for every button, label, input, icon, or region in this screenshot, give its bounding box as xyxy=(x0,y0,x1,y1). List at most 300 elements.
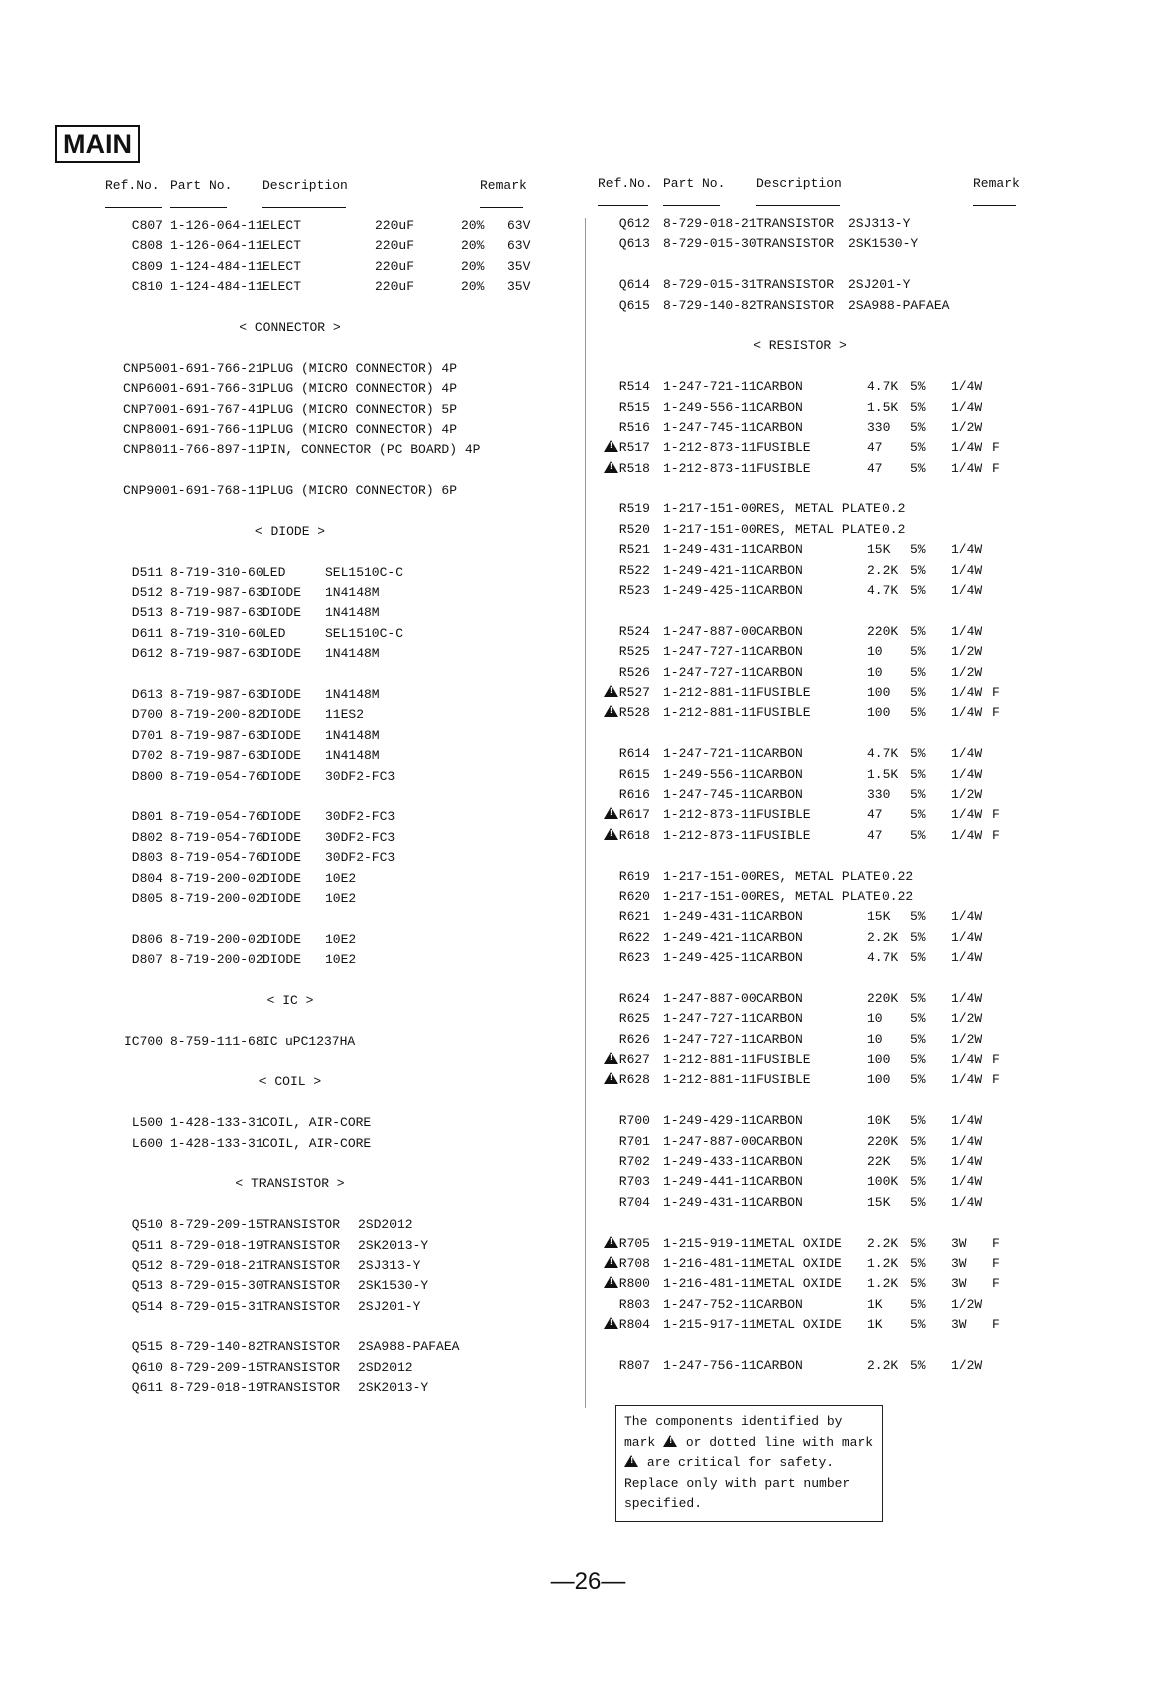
ref-no: R615 xyxy=(618,766,650,782)
tolerance: 5% xyxy=(910,1174,926,1190)
part-no: 8-729-018-19 xyxy=(170,1237,264,1253)
tolerance: 5% xyxy=(910,623,926,639)
description: TRANSISTOR xyxy=(262,1278,341,1294)
table-row xyxy=(0,1174,1176,1194)
description: DIODE xyxy=(262,850,302,866)
rating: 1/2W xyxy=(951,419,983,435)
part-no: 1-247-887-00 xyxy=(663,1133,757,1149)
value: 15K xyxy=(867,909,891,925)
value: 2.2K xyxy=(867,929,899,945)
ref-no: R702 xyxy=(618,1153,650,1169)
part-no: 1-212-873-11 xyxy=(663,440,757,456)
rating: 1/4W xyxy=(951,684,983,700)
value: 11ES2 xyxy=(325,707,365,723)
description: DIODE xyxy=(262,605,302,621)
ref-no: Q515 xyxy=(131,1339,163,1355)
tolerance: 5% xyxy=(910,1296,926,1312)
rating: 3W xyxy=(951,1317,967,1333)
part-no: 8-729-140-82 xyxy=(170,1339,264,1355)
tolerance: 5% xyxy=(910,440,926,456)
remark-flag: F xyxy=(992,1317,1000,1333)
table-row xyxy=(0,1195,1176,1215)
part-no: 8-729-018-21 xyxy=(170,1257,264,1273)
table-row xyxy=(0,1032,1176,1052)
description: CARBON xyxy=(756,746,803,762)
ref-no: !R800 xyxy=(590,1276,650,1291)
value: 2SA988-PAFAEA xyxy=(848,297,950,313)
description: TRANSISTOR xyxy=(262,1217,341,1233)
description: CARBON xyxy=(756,990,803,1006)
description: FUSIBLE xyxy=(756,1052,811,1068)
description: CARBON xyxy=(756,664,803,680)
description: CARBON xyxy=(756,542,803,558)
table-row xyxy=(0,705,1176,725)
ref-no: R620 xyxy=(618,888,650,904)
table-row xyxy=(0,1358,1176,1378)
description: TRANSISTOR xyxy=(262,1237,341,1253)
part-no: 8-729-015-30 xyxy=(170,1278,264,1294)
part-no: 1-212-873-11 xyxy=(663,827,757,843)
tolerance: 5% xyxy=(910,562,926,578)
warning-triangle-icon xyxy=(604,705,618,717)
tolerance: 20% xyxy=(461,279,485,295)
ref-no: R522 xyxy=(618,562,650,578)
table-row xyxy=(0,1134,1176,1154)
part-no: 1-247-727-11 xyxy=(663,664,757,680)
part-no: 1-217-151-00 xyxy=(663,888,757,904)
part-no: 8-719-310-60 xyxy=(170,564,264,580)
column-divider xyxy=(585,218,586,1408)
part-no: 8-759-111-68 xyxy=(170,1033,264,1049)
description: FUSIBLE xyxy=(756,1072,811,1088)
tolerance: 5% xyxy=(910,684,926,700)
description: COIL, AIR-CORE xyxy=(262,1135,372,1151)
ref-no: D807 xyxy=(131,952,163,968)
ref-no: R619 xyxy=(618,868,650,884)
rating: 1/4W xyxy=(951,562,983,578)
header-remark: Remark xyxy=(973,176,1020,191)
description: METAL OXIDE xyxy=(756,1317,842,1333)
ref-no: Q511 xyxy=(131,1237,163,1253)
description: PLUG (MICRO CONNECTOR) 4P xyxy=(262,360,458,376)
remark-flag: F xyxy=(992,1072,1000,1088)
part-no: 1-249-421-11 xyxy=(663,929,757,945)
description: ELECT xyxy=(262,238,302,254)
table-row xyxy=(0,746,1176,766)
value: 2SJ201-Y xyxy=(848,277,911,293)
value: 1N4148M xyxy=(325,748,380,764)
ref-no: !R527 xyxy=(590,685,650,700)
ref-no: R625 xyxy=(618,1011,650,1027)
table-row xyxy=(0,420,1176,440)
part-no: 1-126-064-11 xyxy=(170,238,264,254)
warning-triangle-icon xyxy=(604,1236,618,1248)
value: 30DF2-FC3 xyxy=(325,768,396,784)
ref-no: CNP500 xyxy=(123,360,170,376)
note-line: Replace only with part number xyxy=(624,1475,851,1491)
part-no: 1-247-887-00 xyxy=(663,623,757,639)
part-no: 1-249-431-11 xyxy=(663,909,757,925)
value: 10E2 xyxy=(325,931,357,947)
part-no: 8-719-987-63 xyxy=(170,727,264,743)
ref-no: R701 xyxy=(618,1133,650,1149)
part-no: 1-249-425-11 xyxy=(663,583,757,599)
warning-triangle-icon xyxy=(624,1455,638,1467)
description: TRANSISTOR xyxy=(262,1359,341,1375)
table-row xyxy=(0,563,1176,583)
value: 220uF xyxy=(375,238,415,254)
table-row xyxy=(0,277,1176,297)
part-no: 8-719-310-60 xyxy=(170,625,264,641)
tolerance: 5% xyxy=(910,1153,926,1169)
table-row xyxy=(0,461,1176,481)
ref-no: !R627 xyxy=(590,1052,650,1067)
header-ref: Ref.No. xyxy=(598,176,653,191)
ref-no: D803 xyxy=(131,850,163,866)
right-parts-list xyxy=(0,216,1176,1378)
ref-no: D804 xyxy=(131,870,163,886)
table-row xyxy=(0,1011,1176,1031)
description: DIODE xyxy=(262,707,302,723)
description: PLUG (MICRO CONNECTOR) 5P xyxy=(262,401,458,417)
tolerance: 5% xyxy=(910,705,926,721)
value: 220uF xyxy=(375,218,415,233)
ref-no: R520 xyxy=(618,521,650,537)
part-no: 1-124-484-11 xyxy=(170,279,264,295)
warning-triangle-icon xyxy=(604,1256,618,1268)
header-part: Part No. xyxy=(663,176,726,191)
part-no: 8-729-018-21 xyxy=(663,216,757,231)
part-no: 1-247-887-00 xyxy=(663,990,757,1006)
value: 47 xyxy=(867,807,883,823)
rating: 1/2W xyxy=(951,1357,983,1373)
table-row xyxy=(0,440,1176,460)
tolerance: 5% xyxy=(910,1357,926,1373)
table-row xyxy=(0,930,1176,950)
tolerance: 5% xyxy=(910,583,926,599)
remark-flag: F xyxy=(992,827,1000,843)
value: 0.2 xyxy=(882,521,906,537)
value: 100K xyxy=(867,1174,899,1190)
header-part: Part No. xyxy=(170,178,233,193)
table-row xyxy=(0,787,1176,807)
part-no: 8-719-054-76 xyxy=(170,850,264,866)
table-row xyxy=(0,665,1176,685)
value: 47 xyxy=(867,440,883,456)
ref-no: !R708 xyxy=(590,1256,650,1271)
description: DIODE xyxy=(262,585,302,601)
table-row xyxy=(0,1276,1176,1296)
tolerance: 20% xyxy=(461,258,485,274)
part-no: 1-249-441-11 xyxy=(663,1174,757,1190)
description: RES, METAL PLATE xyxy=(756,501,881,517)
value: 15K xyxy=(867,1194,891,1210)
tolerance: 5% xyxy=(910,1133,926,1149)
value: 4.7K xyxy=(867,950,899,966)
table-row xyxy=(0,828,1176,848)
part-no: 1-691-766-11 xyxy=(170,421,264,437)
ref-no: !R804 xyxy=(590,1317,650,1332)
part-no: 8-729-209-15 xyxy=(170,1359,264,1375)
value: 1.5K xyxy=(867,766,899,782)
value: 30DF2-FC3 xyxy=(325,850,396,866)
ref-no: R803 xyxy=(618,1296,650,1312)
value: 1N4148M xyxy=(325,727,380,743)
part-no: 1-247-752-11 xyxy=(663,1296,757,1312)
description: CARBON xyxy=(756,1296,803,1312)
value: 47 xyxy=(867,827,883,843)
warning-triangle-icon xyxy=(604,828,618,840)
ref-no: D511 xyxy=(131,564,163,580)
rating: 1/4W xyxy=(951,1194,983,1210)
value: 47 xyxy=(867,460,883,476)
value: 10 xyxy=(867,1011,883,1027)
part-no: 1-212-881-11 xyxy=(663,684,757,700)
description: DIODE xyxy=(262,727,302,743)
description: CARBON xyxy=(756,1153,803,1169)
header-ref: Ref.No. xyxy=(105,178,160,193)
part-no: 8-719-200-02 xyxy=(170,952,264,968)
value: 330 xyxy=(867,419,891,435)
right-header xyxy=(0,176,1176,206)
table-row xyxy=(0,1317,1176,1337)
description: TRANSISTOR xyxy=(756,297,835,313)
table-row xyxy=(0,1072,1176,1092)
rating: 1/4W xyxy=(951,909,983,925)
part-no: 8-729-018-19 xyxy=(170,1380,264,1396)
rating: 1/4W xyxy=(951,623,983,639)
rating: 1/4W xyxy=(951,440,983,456)
part-no: 8-719-987-63 xyxy=(170,646,264,662)
remark-flag: F xyxy=(992,440,1000,456)
table-row xyxy=(0,501,1176,521)
description: PLUG (MICRO CONNECTOR) 6P xyxy=(262,483,458,499)
table-row xyxy=(0,583,1176,603)
value: 1N4148M xyxy=(325,585,380,601)
header-remark: Remark xyxy=(480,178,527,193)
description: METAL OXIDE xyxy=(756,1276,842,1292)
table-row xyxy=(0,889,1176,909)
part-no: 8-729-015-30 xyxy=(663,236,757,252)
tolerance: 5% xyxy=(910,1255,926,1271)
part-no: 1-217-151-00 xyxy=(663,521,757,537)
tolerance: 5% xyxy=(910,419,926,435)
description: FUSIBLE xyxy=(756,827,811,843)
description: ELECT xyxy=(262,258,302,274)
tolerance: 5% xyxy=(910,909,926,925)
ref-no: R525 xyxy=(618,644,650,660)
description: TRANSISTOR xyxy=(262,1339,341,1355)
ref-no: D700 xyxy=(131,707,163,723)
value: 220K xyxy=(867,990,899,1006)
table-row xyxy=(0,1380,590,1400)
part-no: 8-729-140-82 xyxy=(663,297,757,313)
ref-no: R519 xyxy=(618,501,650,517)
rating: 1/2W xyxy=(951,786,983,802)
part-no: 1-766-897-11 xyxy=(170,442,264,458)
part-no: 1-247-727-11 xyxy=(663,1011,757,1027)
ref-no: R626 xyxy=(618,1031,650,1047)
value: 2SJ313-Y xyxy=(848,216,911,231)
value: 10K xyxy=(867,1113,891,1129)
remark-flag: F xyxy=(992,684,1000,700)
ref-no: IC700 xyxy=(123,1033,163,1049)
value: 220K xyxy=(867,1133,899,1149)
tolerance: 5% xyxy=(910,990,926,1006)
description: RES, METAL PLATE xyxy=(756,888,881,904)
part-no: 8-729-209-15 xyxy=(170,1217,264,1233)
tolerance: 5% xyxy=(910,827,926,843)
ref-no: C808 xyxy=(131,238,163,254)
table-row xyxy=(0,991,1176,1011)
value: 10E2 xyxy=(325,890,357,906)
rating: 3W xyxy=(951,1235,967,1251)
description: CARBON xyxy=(756,583,803,599)
ref-no: D806 xyxy=(131,931,163,947)
value: 10 xyxy=(867,664,883,680)
ref-no: D801 xyxy=(131,809,163,825)
value: 100 xyxy=(867,684,891,700)
description: DIODE xyxy=(262,748,302,764)
part-no: 1-247-721-11 xyxy=(663,379,757,395)
part-no: 1-212-881-11 xyxy=(663,1052,757,1068)
part-no: 1-217-151-00 xyxy=(663,868,757,884)
description: CARBON xyxy=(756,950,803,966)
section-heading: < TRANSISTOR > xyxy=(235,1176,345,1192)
table-row xyxy=(0,909,1176,929)
description: DIODE xyxy=(262,646,302,662)
table-row xyxy=(0,379,1176,399)
ref-no: R524 xyxy=(618,623,650,639)
tolerance: 5% xyxy=(910,1072,926,1088)
value: 2SK1530-Y xyxy=(848,236,919,252)
tolerance: 5% xyxy=(910,746,926,762)
ref-no: D512 xyxy=(131,585,163,601)
part-no: 1-215-917-11 xyxy=(663,1317,757,1333)
tolerance: 5% xyxy=(910,1052,926,1068)
ref-no: R526 xyxy=(618,664,650,680)
part-no: 1-428-133-31 xyxy=(170,1115,264,1131)
ref-no: R622 xyxy=(618,929,650,945)
ref-no: D612 xyxy=(131,646,163,662)
table-row xyxy=(0,869,1176,889)
description: CARBON xyxy=(756,399,803,415)
rating: 1/4W xyxy=(951,746,983,762)
part-no: 8-719-987-63 xyxy=(170,585,264,601)
rating: 1/4W xyxy=(951,1174,983,1190)
warning-triangle-icon xyxy=(604,461,618,473)
part-no: 1-247-727-11 xyxy=(663,1031,757,1047)
description: CARBON xyxy=(756,1031,803,1047)
tolerance: 5% xyxy=(910,399,926,415)
ref-no: R516 xyxy=(618,419,650,435)
table-row xyxy=(0,624,1176,644)
value: 2SD2012 xyxy=(358,1359,413,1375)
value: 1N4148M xyxy=(325,686,380,702)
part-no: 8-719-200-02 xyxy=(170,870,264,886)
part-no: 1-217-151-00 xyxy=(663,501,757,517)
rating: 1/4W xyxy=(951,990,983,1006)
value: 1N4148M xyxy=(325,605,380,621)
table-row xyxy=(0,807,1176,827)
part-no: 1-249-429-11 xyxy=(663,1113,757,1129)
part-no: 8-719-987-63 xyxy=(170,605,264,621)
part-no: 8-719-200-02 xyxy=(170,931,264,947)
part-no: 1-212-881-11 xyxy=(663,1072,757,1088)
ref-no: R704 xyxy=(618,1194,650,1210)
description: CARBON xyxy=(756,379,803,395)
ref-no: R616 xyxy=(618,786,650,802)
ref-no: R623 xyxy=(618,950,650,966)
part-no: 8-719-987-63 xyxy=(170,686,264,702)
tolerance: 5% xyxy=(910,786,926,802)
description: DIODE xyxy=(262,829,302,845)
part-no: 8-719-054-76 xyxy=(170,829,264,845)
note-line: ! are critical for safety. xyxy=(624,1453,874,1474)
ref-no: L600 xyxy=(131,1135,163,1151)
value: 10 xyxy=(867,1031,883,1047)
description: ELECT xyxy=(262,218,302,233)
value: 220uF xyxy=(375,279,415,295)
note-line: mark ! or dotted line with mark xyxy=(624,1433,874,1454)
value: 2SA988-PAFAEA xyxy=(358,1339,460,1355)
part-no: 8-719-054-76 xyxy=(170,768,264,784)
rating: 1/4W xyxy=(951,1153,983,1169)
remark-flag: F xyxy=(992,1255,1000,1271)
description: TRANSISTOR xyxy=(756,236,835,252)
remark-flag: F xyxy=(992,1276,1000,1292)
ref-no: !R705 xyxy=(590,1236,650,1251)
part-no: 1-212-881-11 xyxy=(663,705,757,721)
table-row xyxy=(0,236,1176,256)
warning-triangle-icon xyxy=(604,807,618,819)
ref-no: CNP801 xyxy=(123,442,170,458)
ref-no: !R518 xyxy=(590,461,650,476)
value: 0.2 xyxy=(882,501,906,517)
ref-no: Q612 xyxy=(618,216,650,231)
ref-no: D611 xyxy=(131,625,163,641)
rating: 1/2W xyxy=(951,1031,983,1047)
value: 220uF xyxy=(375,258,415,274)
rating: 1/2W xyxy=(951,1011,983,1027)
description: CARBON xyxy=(756,1113,803,1129)
rating: 1/4W xyxy=(951,929,983,945)
ref-no: !R618 xyxy=(590,828,650,843)
rating: 35V xyxy=(507,279,531,295)
ref-no: !R517 xyxy=(590,440,650,455)
rating: 3W xyxy=(951,1276,967,1292)
note-line: specified. xyxy=(624,1496,703,1511)
value: 2SJ201-Y xyxy=(358,1298,421,1314)
ref-no: C809 xyxy=(131,258,163,274)
part-no: 8-729-015-31 xyxy=(663,277,757,293)
value: 2SK2013-Y xyxy=(358,1237,429,1253)
description: TRANSISTOR xyxy=(262,1257,341,1273)
description: DIODE xyxy=(262,686,302,702)
rating: 63V xyxy=(507,218,531,233)
value: 2SK1530-Y xyxy=(358,1278,429,1294)
part-no: 1-247-721-11 xyxy=(663,746,757,762)
part-no: 1-249-431-11 xyxy=(663,1194,757,1210)
part-no: 8-729-015-31 xyxy=(170,1298,264,1314)
table-row xyxy=(0,216,1176,236)
rating: 1/2W xyxy=(951,664,983,680)
description: TRANSISTOR xyxy=(756,216,835,231)
header-desc: Description xyxy=(756,176,842,191)
warning-triangle-icon xyxy=(663,1435,677,1447)
description: CARBON xyxy=(756,909,803,925)
safety-note xyxy=(615,1405,883,1522)
